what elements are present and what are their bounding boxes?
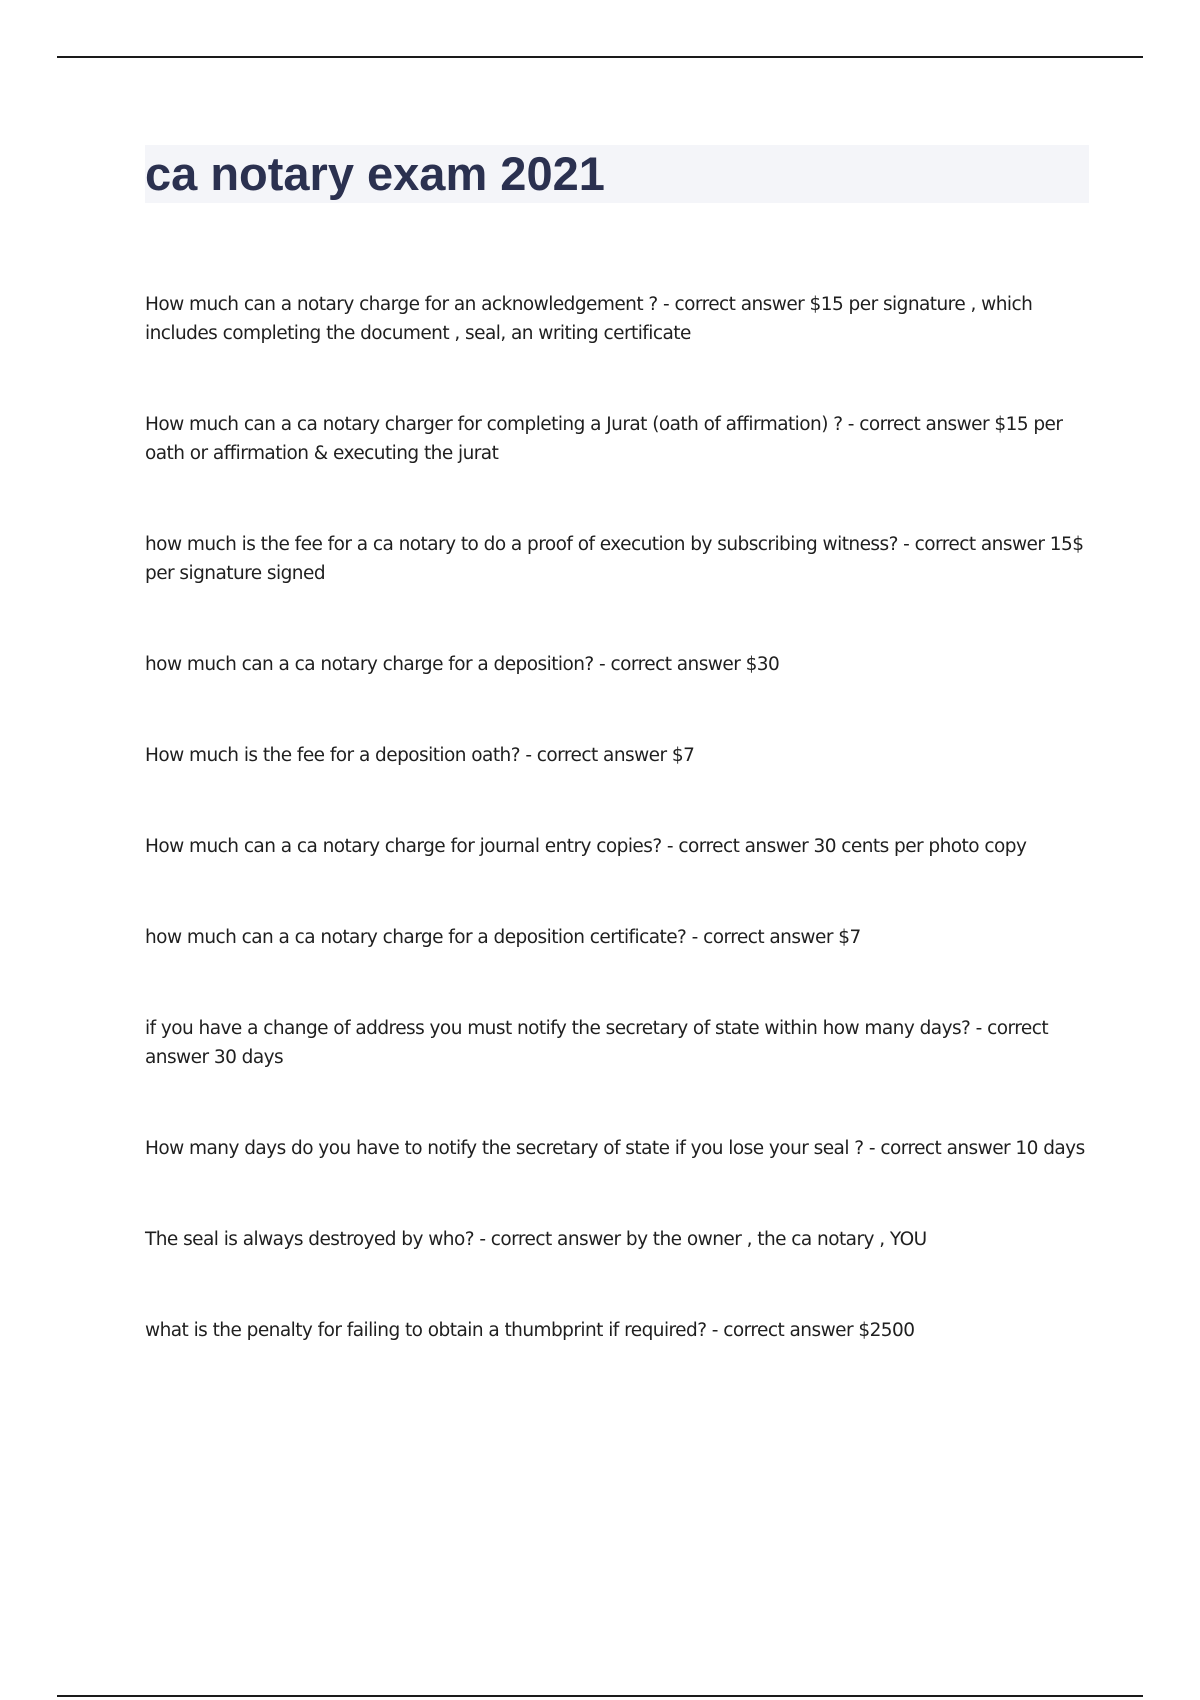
qa-item-jurat-fee: How much can a ca notary charger for completing a Jurat (oath of affirmation) ? - correct answer $15 per oath or affirmation & executing the jurat [145,414,1063,464]
qa-item-proof-of-execution-fee: how much is the fee for a ca notary to do a proof of execution by subscribing witness? - correct answer 15$ per signature signed [145,534,1084,584]
qa-item-acknowledgement-fee: How much can a notary charge for an acknowledgement ? - correct answer $15 per signature , which includes completing the document , seal, an writing certificate [145,294,1033,344]
qa-item-seal-destruction: The seal is always destroyed by who? - correct answer by the owner , the ca notary , YOU [145,1229,927,1250]
document-title: ca notary exam 2021 [145,147,605,200]
top-rule [57,56,1143,58]
qa-item-address-change: if you have a change of address you must notify the secretary of state within how many days? - correct answer 30 days [145,1018,1049,1068]
qa-item-deposition-oath-fee: How much is the fee for a deposition oath? - correct answer $7 [145,745,695,766]
qa-list [145,290,1090,1407]
qa-item-journal-copies-fee: How much can a ca notary charge for journal entry copies? - correct answer 30 cents per photo copy [145,836,1027,857]
qa-item-deposition-fee: how much can a ca notary charge for a deposition? - correct answer $30 [145,654,780,675]
qa-item-deposition-certificate-fee: how much can a ca notary charge for a deposition certificate? - correct answer $7 [145,927,861,948]
qa-item-thumbprint-penalty: what is the penalty for failing to obtain a thumbprint if required? - correct answer $2500 [145,1320,915,1341]
qa-item-lost-seal: How many days do you have to notify the secretary of state if you lose your seal ? - correct answer 10 days [145,1138,1085,1159]
bottom-rule [57,1695,1143,1697]
